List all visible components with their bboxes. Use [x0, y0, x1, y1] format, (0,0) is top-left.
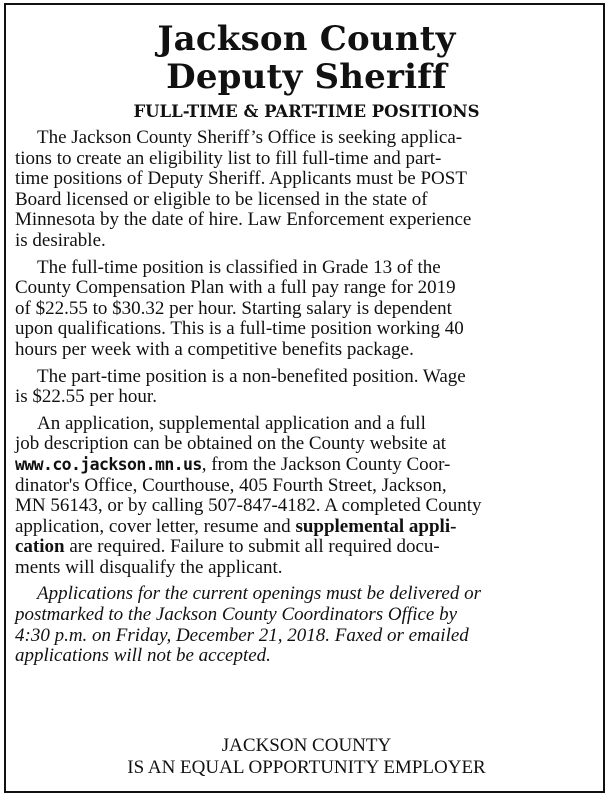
- text-line: An application, supplemental application and a full: [37, 412, 426, 434]
- text-line: The Jackson County Sheriff’s Office is seeking applica-: [37, 127, 463, 148]
- text-line: upon qualifications. This is a full-time position working 40: [15, 318, 464, 340]
- text-line: [15, 455, 595, 476]
- ad-title-county: Jackson County: [157, 19, 456, 59]
- text-line: postmarked to the Jackson County Coordinators Office by: [15, 604, 458, 626]
- text-fragment: application, cover letter, resume and: [15, 515, 296, 537]
- paragraph-overview: [15, 128, 595, 252]
- text-line: of $22.55 to $30.32 per hour. Starting salary is dependent: [15, 297, 452, 319]
- paragraph-full-time: [15, 258, 595, 361]
- ad-body: [15, 128, 595, 673]
- text-line: Applications for the current openings must be delivered or: [37, 583, 481, 605]
- ad-subtitle: FULL-TIME & PART-TIME POSITIONS: [133, 102, 480, 121]
- paragraph-part-time: [15, 367, 595, 408]
- text-line: applications will not be accepted.: [15, 645, 271, 667]
- text-fragment: , from the Jackson County Coor-: [201, 453, 451, 475]
- paragraph-application: [15, 414, 595, 579]
- text-line: The full-time position is classified in Grade 13 of the: [37, 256, 441, 278]
- text-line: County Compensation Plan with a full pay range for 2019: [15, 277, 456, 299]
- footer-employer: JACKSON COUNTY: [221, 735, 392, 756]
- text-line: job description can be obtained on the County website at: [15, 433, 447, 455]
- text-line: Minnesota by the date of hire. Law Enforcement experience: [15, 209, 472, 231]
- text-line: 4:30 p.m. on Friday, December 21, 2018. Faxed or emailed: [15, 624, 469, 646]
- text-line: [15, 537, 595, 558]
- emphasis-text: cation: [15, 536, 65, 558]
- text-line: The part-time position is a non-benefited position. Wage: [37, 365, 466, 387]
- text-line: MN 56143, or by calling 507-847-4182. A completed County: [15, 495, 482, 517]
- text-fragment: are required. Failure to submit all required docu-: [64, 536, 440, 558]
- text-line: [15, 517, 595, 538]
- paragraph-deadline: [15, 584, 595, 666]
- text-line: time positions of Deputy Sheriff. Applicants must be POST: [15, 168, 467, 190]
- text-line: is desirable.: [15, 229, 106, 251]
- text-line: tions to create an eligibility list to fill full-time and part-: [15, 147, 442, 169]
- county-website-link[interactable]: www.co.jackson.mn.us: [15, 454, 202, 474]
- text-line: is $22.55 per hour.: [15, 386, 157, 408]
- emphasis-text: supplemental appli-: [295, 515, 457, 537]
- text-line: ments will disqualify the applicant.: [15, 556, 283, 578]
- text-line: hours per week with a competitive benefits package.: [15, 338, 414, 360]
- text-line: dinator's Office, Courthouse, 405 Fourth Street, Jackson,: [15, 474, 447, 496]
- footer-equal-opportunity: IS AN EQUAL OPPORTUNITY EMPLOYER: [127, 757, 486, 778]
- text-line: Board licensed or eligible to be licensed in the state of: [15, 188, 428, 210]
- ad-title-position: Deputy Sheriff: [166, 57, 447, 97]
